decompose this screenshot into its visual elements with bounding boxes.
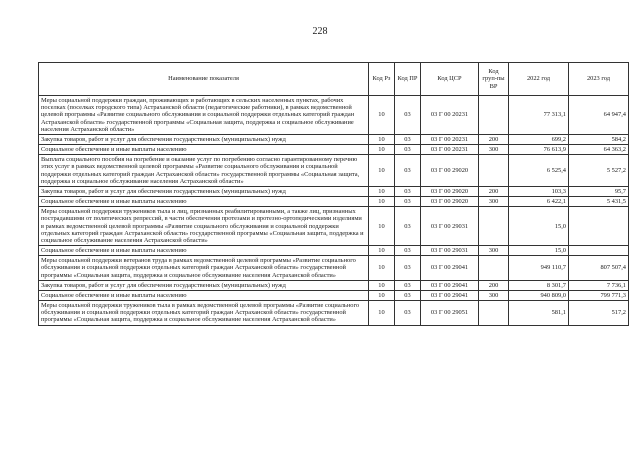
cell-pr: 03 [395, 256, 421, 281]
table-row [39, 256, 629, 281]
cell-pr: 03 [395, 134, 421, 144]
cell-name: Социальное обеспечение и иные выплаты населению [39, 290, 369, 300]
cell-rz: 10 [369, 290, 395, 300]
cell-csr: 03 Г 00 29031 [421, 246, 479, 256]
header-pr: Код ПР [395, 63, 421, 96]
cell-vr [479, 155, 509, 187]
cell-2022: 949 110,7 [509, 256, 569, 281]
cell-2022: 940 809,0 [509, 290, 569, 300]
cell-vr: 200 [479, 280, 509, 290]
cell-vr [479, 207, 509, 246]
cell-vr [479, 96, 509, 135]
cell-2022: 8 301,7 [509, 280, 569, 290]
cell-pr: 03 [395, 155, 421, 187]
cell-csr: 03 Г 00 20231 [421, 145, 479, 155]
cell-2023: 64 363,2 [569, 145, 629, 155]
cell-name: Социальное обеспечение и иные выплаты населению [39, 197, 369, 207]
cell-vr: 200 [479, 186, 509, 196]
cell-name: Меры социальной поддержки граждан, проживающих и работающих в сельских населенных пунктах, рабочих поселках (поселках городского типа) Астраханской области (педагогические работники), в рамках ведомственной целевой программы «Развитие социального обслуживания и социальной поддержки отдельных категорий граждан Астраханской области» государственной программы «Социальная защита, поддержка и социальное обслуживание населения Астраханской области» [39, 96, 369, 135]
header-rz: Код Рз [369, 63, 395, 96]
header-vr: Код груп-пы ВР [479, 63, 509, 96]
cell-vr [479, 301, 509, 326]
cell-2022: 15,0 [509, 207, 569, 246]
cell-2023: 5 431,5 [569, 197, 629, 207]
cell-rz: 10 [369, 96, 395, 135]
cell-vr: 300 [479, 197, 509, 207]
cell-pr: 03 [395, 145, 421, 155]
cell-name: Закупка товаров, работ и услуг для обеспечения государственных (муниципальных) нужд [39, 134, 369, 144]
cell-2022: 699,2 [509, 134, 569, 144]
table-row [39, 145, 629, 155]
table-row [39, 186, 629, 196]
cell-name: Социальное обеспечение и иные выплаты населению [39, 246, 369, 256]
cell-pr: 03 [395, 246, 421, 256]
cell-2023 [569, 246, 629, 256]
table-row [39, 280, 629, 290]
page-number: 228 [312, 26, 328, 37]
cell-2022: 15,0 [509, 246, 569, 256]
cell-2023: 807 507,4 [569, 256, 629, 281]
cell-2023: 64 947,4 [569, 96, 629, 135]
cell-2022: 6 525,4 [509, 155, 569, 187]
cell-name: Закупка товаров, работ и услуг для обеспечения государственных (муниципальных) нужд [39, 280, 369, 290]
table-header-row [39, 63, 629, 96]
cell-rz: 10 [369, 246, 395, 256]
cell-pr: 03 [395, 301, 421, 326]
cell-rz: 10 [369, 197, 395, 207]
cell-2023: 95,7 [569, 186, 629, 196]
header-name: Наименование показателя [39, 63, 369, 96]
cell-name: Социальное обеспечение и иные выплаты населению [39, 145, 369, 155]
cell-pr: 03 [395, 207, 421, 246]
table-row [39, 301, 629, 326]
table-row [39, 197, 629, 207]
cell-rz: 10 [369, 256, 395, 281]
cell-vr: 200 [479, 134, 509, 144]
cell-vr: 300 [479, 145, 509, 155]
cell-rz: 10 [369, 134, 395, 144]
cell-pr: 03 [395, 186, 421, 196]
cell-name: Меры социальной поддержки ветеранов труда в рамках ведомственной целевой программы «Развитие социального обслуживания и социальной поддержки отдельных категорий граждан Астраханской области» государственной программы «Социальная защита, поддержка и социальное обслуживание населения Астраханской области» [39, 256, 369, 281]
cell-2022: 77 313,1 [509, 96, 569, 135]
cell-2022: 103,3 [509, 186, 569, 196]
cell-rz: 10 [369, 186, 395, 196]
cell-2023: 584,2 [569, 134, 629, 144]
cell-pr: 03 [395, 96, 421, 135]
cell-2023: 7 736,1 [569, 280, 629, 290]
header-2023: 2023 год [569, 63, 629, 96]
cell-csr: 03 Г 00 20231 [421, 134, 479, 144]
cell-name: Выплата социального пособия на погребение и оказание услуг по погребению согласно гарантированному перечню этих услуг в рамках ведомственной целевой программы «Развитие социального обслуживания и социальной поддержки отдельных категорий граждан Астраханской области» государственной программы «Социальная защита, поддержка и социальное обслуживание населения Астраханской области» [39, 155, 369, 187]
cell-2023 [569, 207, 629, 246]
cell-name: Закупка товаров, работ и услуг для обеспечения государственных (муниципальных) нужд [39, 186, 369, 196]
cell-name: Меры социальной поддержки тружеников тыла в рамках ведомственной целевой программы «Развитие социального обслуживания и социальной поддержки отдельных категорий граждан Астраханской области» государственной программы «Социальная защита, поддержка и социальное обслуживание населения Астраханской области» [39, 301, 369, 326]
cell-vr [479, 256, 509, 281]
table-row [39, 134, 629, 144]
table-row [39, 290, 629, 300]
budget-table [38, 62, 629, 326]
header-csr: Код ЦСР [421, 63, 479, 96]
header-2022: 2022 год [509, 63, 569, 96]
cell-2023: 5 527,2 [569, 155, 629, 187]
cell-rz: 10 [369, 280, 395, 290]
cell-2022: 581,1 [509, 301, 569, 326]
cell-2023: 799 771,3 [569, 290, 629, 300]
cell-csr: 03 Г 00 29051 [421, 301, 479, 326]
table-row [39, 207, 629, 246]
cell-2022: 6 422,1 [509, 197, 569, 207]
table-row [39, 155, 629, 187]
table-row [39, 246, 629, 256]
cell-csr: 03 Г 00 29020 [421, 155, 479, 187]
cell-csr: 03 Г 00 29041 [421, 280, 479, 290]
cell-rz: 10 [369, 155, 395, 187]
cell-csr: 03 Г 00 29031 [421, 207, 479, 246]
cell-vr: 300 [479, 290, 509, 300]
cell-name: Меры социальной поддержки тружеников тыла и лиц, признанных реабилитированными, а также лиц, признанных пострадавшими от политических репрессий, в части обеспечения протезами и протезно-ортопедическими изделиями в рамках ведомственной целевой программы «Развитие социального обслуживания и социальной поддержки отдельных категорий граждан Астраханской области» государственной программы «Социальная защита, поддержка и социальное обслуживание населения Астраханской области» [39, 207, 369, 246]
cell-csr: 03 Г 00 20231 [421, 96, 479, 135]
cell-csr: 03 Г 00 29020 [421, 197, 479, 207]
cell-rz: 10 [369, 145, 395, 155]
cell-pr: 03 [395, 280, 421, 290]
cell-csr: 03 Г 00 29041 [421, 256, 479, 281]
cell-vr: 300 [479, 246, 509, 256]
cell-rz: 10 [369, 301, 395, 326]
cell-2023: 517,2 [569, 301, 629, 326]
cell-rz: 10 [369, 207, 395, 246]
cell-2022: 76 613,9 [509, 145, 569, 155]
cell-csr: 03 Г 00 29020 [421, 186, 479, 196]
table-row [39, 96, 629, 135]
cell-pr: 03 [395, 290, 421, 300]
cell-pr: 03 [395, 197, 421, 207]
cell-csr: 03 Г 00 29041 [421, 290, 479, 300]
